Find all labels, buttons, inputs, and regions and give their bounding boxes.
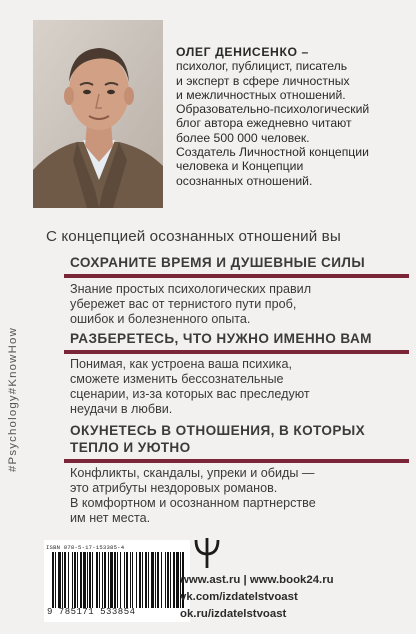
section-2-body-line: сможете изменить бессознательные (70, 372, 284, 386)
section-3-body-line: им нет места. (70, 511, 151, 525)
section-1-body (70, 282, 370, 327)
section-2-body (70, 357, 370, 417)
website-line[interactable]: www.ast.ru | www.book24.ru (180, 574, 334, 586)
intro-line: С концепцией осознанных отношений вы (46, 228, 341, 245)
section-3-body-line: Конфликты, скандалы, упреки и обиды — (70, 466, 315, 480)
section-3-body (70, 466, 370, 526)
side-hashtag: #Psychology#KnowHow (7, 327, 19, 472)
section-3-heading-line: ОКУНЕТЕСЬ В ОТНОШЕНИЯ, В КОТОРЫХ (70, 423, 366, 438)
author-bio-line: и эксперт в сфере личностных (176, 73, 350, 88)
author-bio-line: осознанных отношений. (176, 173, 313, 188)
author-bio-line: и межличностных отношений. (176, 87, 346, 102)
section-3-body-line: В комфортном и осознанном партнерстве (70, 496, 316, 510)
section-2-heading: РАЗБЕРЕТЕСЬ, ЧТО НУЖНО ИМЕННО ВАМ (70, 331, 372, 346)
author-bio-line: Образовательно-психологический (176, 102, 370, 117)
section-3-heading (70, 422, 400, 456)
author-name: ОЛЕГ ДЕНИСЕНКО – (176, 45, 309, 59)
section-3-heading-line: ТЕПЛО И УЮТНО (70, 440, 191, 455)
publisher-psi-logo (192, 536, 222, 570)
author-bio-line: психолог, публицист, писатель (176, 59, 348, 74)
section-3-body-line: это атрибуты нездоровых романов. (70, 481, 278, 495)
section-2-body-line: неудачи в любви. (70, 402, 173, 416)
section-3-rule (64, 459, 409, 463)
author-bio-line: Создатель Личностной концепции (176, 145, 369, 160)
isbn-text: ISBN 978-5-17-153385-4 (46, 544, 125, 551)
section-1-rule (64, 274, 409, 278)
section-1-heading: СОХРАНИТЕ ВРЕМЯ И ДУШЕВНЫЕ СИЛЫ (70, 255, 366, 270)
section-2-body-line: Понимая, как устроена ваша психика, (70, 357, 292, 371)
website-line[interactable]: vk.com/izdatelstvoast (180, 591, 298, 603)
author-photo (33, 20, 163, 208)
author-bio-line: блог автора ежедневно читают (176, 116, 352, 131)
section-1-body-line: ошибок и болезненного опыта. (70, 312, 251, 326)
author-bio (176, 45, 406, 188)
section-2-rule (64, 350, 409, 354)
barcode (52, 552, 184, 608)
website-line[interactable]: ok.ru/izdatelstvoast (180, 608, 287, 620)
author-bio-line: человека и Концепции (176, 159, 304, 174)
barcode-digits: 9 785171 533854 (47, 607, 136, 617)
section-1-body-line: Знание простых психологических правил (70, 282, 312, 296)
author-bio-line: более 500 000 человек. (176, 130, 310, 145)
section-1-body-line: убережет вас от тернистого пути проб, (70, 297, 297, 311)
section-2-body-line: сценарии, из-за которых вас преследуют (70, 387, 310, 401)
